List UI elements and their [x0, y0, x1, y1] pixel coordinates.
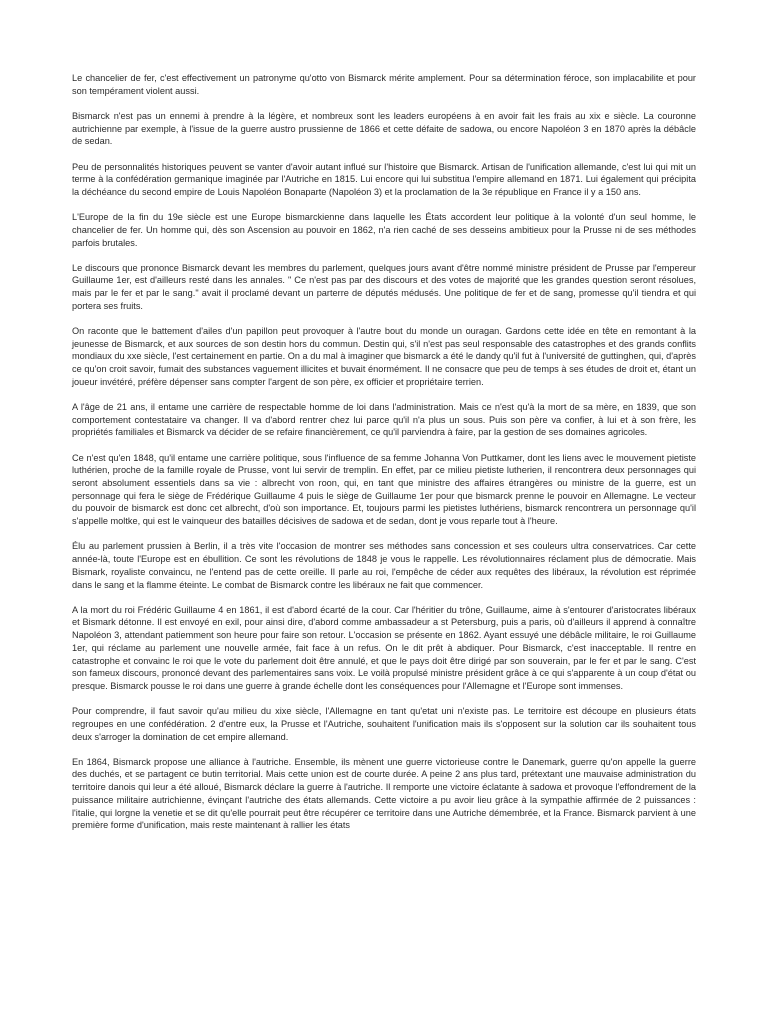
paragraph-10: A la mort du roi Frédéric Guillaume 4 en 1861, il est d'abord écarté de la cour. Car l'héritier du trône, Guillaume, aime à s'entourer d'aristocrates libéraux et Bismark détonne. Il est envoyé en exil, pour ainsi dire, d'abord comme ambassadeur a st Petersburg, puis a paris, où d'ailleurs il apprend à connaître Napoléon 3, attendant patiemment son heure pour faire son retour. L'occasion se présente en 1862. Ayant essuyé une débâcle militaire, le roi Guillaume 1er, qui réclame au parlement une nouvelle armée, fait face à un refus. On le dit prêt à abdiquer. Pour Bismarck, c'est inacceptable. Il rentre en catastrophe et convainc le roi que le vote du parlement doit être annulé, et que le pays doit être dirigé par son souverain, par le fer et par le sang. C'est son fameux discours, prononcé devant des parlementaires sans voix. Le voilà propulsé ministre président grâce à ce qui s'apparente à un coup d'état ou presque. Bismarck pousse le roi dans une guerre à grande échelle dont les conséquences pour l'Allemagne et l'Europe sont immenses.: [72, 604, 696, 691]
paragraph-7: A l'âge de 21 ans, il entame une carrière de respectable homme de loi dans l'administration. Mais ce n'est qu'à la mort de sa mère, en 1839, que son comportement contestataire va changer. Il va d'abord rentrer chez lui parce qu'il n'a plus un sous. Puis son père va confier, à lui et à son frère, les propriétés familiales et Bismarck va décider de se refaire financièrement, ce qu'il parviendra à faire, par la gestion de ses domaines agricoles.: [72, 402, 696, 438]
paragraph-1: Le chancelier de fer, c'est effectivement un patronyme qu'otto von Bismarck mérite amplement. Pour sa détermination féroce, son implacabilite et pour son tempérament violent aussi.: [72, 73, 696, 96]
paragraph-2: Bismarck n'est pas un ennemi à prendre à la légère, et nombreux sont les leaders européens à en avoir fait les frais au xix e siècle. La couronne autrichienne par exemple, à l'issue de la guerre austro prussienne de 1866 et cette défaite de sadowa, ou encore Napoléon 3 en 1870 après la débâcle de sedan.: [72, 110, 696, 147]
document-page: [72, 72, 696, 844]
paragraph-8: Ce n'est qu'en 1848, qu'il entame une carrière politique, sous l'influence de sa femme Johanna Von Puttkamer, dont les liens avec le mouvement pietiste luthérien, proche de la famille royale de Prusse, vont lui servir de tremplin. En effet, par ce milieu pietiste lutherien, il rencontrera deux personnages qui seront absolument essentiels dans sa vie : albrecht von roon, qui, en tant que ministre des affaires étrangères ou ministre de la guerre, est un personnage qui fera le siège de Frédérique Guillaume 4 puis le siège de Guillaume 1er pour que bismarck prenne le pouvoir en Allemagne. Le vecteur du pouvoir de bismarck est donc cet albrecht, d'où son importance. Et, toujours parmi les pietistes luthériens, bismarck rencontrera un personnage qu'il s'appelle moltke, qui est le vainqueur des batailles décisives de sadowa et de sedan, dont je vous reparle tout à l'heure.: [72, 452, 696, 527]
paragraph-12: En 1864, Bismarck propose une alliance à l'autriche. Ensemble, ils mènent une guerre victorieuse contre le Danemark, guerre qu'on appelle la guerre des duchés, et se partagent ce butin territorial. Mais cette union est de courte durée. A peine 2 ans plus tard, prétextant une mauvaise administration du territoire danois qui leur a été alloué, Bismarck déclare la guerre à l'autriche. Il remporte une victoire éclatante à sadowa et provoque l'effondrement de la puissance militaire autrichienne, évinçant l'autriche des états allemands. Cette victoire a pu avoir lieu grâce à la sympathie affirmée de 2 puissances : l'italie, qui lorgne la venetie et se dit qu'elle pourrait peut être récupérer ce territoire dans une Autriche démembrée, et la France. Bismarck parvient à une première forme d'unification, mais reste maintenant à rallier les états: [72, 756, 696, 831]
paragraph-5: Le discours que prononce Bismarck devant les membres du parlement, quelques jours avant d'être nommé ministre président de Prusse par l'empereur Guillaume 1er, est d'ailleurs resté dans les annales. " Ce n'est pas par des discours et des votes de majorité que les grandes question seront résolues, mais par le fer et par le sang." avait il proclamé devant un parterre de députés médusés. Une politique de fer et de sang, promesse qu'il tiendra et qui portera ses fruits.: [72, 262, 696, 311]
paragraph-9: Élu au parlement prussien à Berlin, il a très vite l'occasion de montrer ses méthodes sans concession et ses couleurs ultra conservatrices. Car cette année-là, toute l'Europe est en ébullition. Ce sont les révolutions de 1848 je vous le rappelle. Les révolutionnaires réclament plus de démocratie. Mais Bismark, royaliste convaincu, ne l'entend pas de cette oreille. Il parle au roi, l'empêche de céder aux requêtes des libéraux, la révolution est réprimée dans le sang et la flamme éteinte. Le combat de Bismarck contre les libéraux ne fait que commencer.: [72, 541, 696, 590]
paragraph-6: On raconte que le battement d'ailes d'un papillon peut provoquer à l'autre bout du monde un ouragan. Gardons cette idée en tête en remontant à la jeunesse de Bismarck, et aux sources de son destin hors du commun. Destin qui, s'il n'est pas seul responsable des catastrophes et des grands conflits mondiaux du xxe siècle, l'est certainement en partie. On a du mal à imaginer que bismarck a été le dandy qu'il fut à l'université de guttinghen, qui, d'après ce qu'on croit savoir, fumait des substances vaguement illicites et buvait énormément. Il ne consacre que peu de temps à ses études de droit et, étant un joueur invétéré, préfère dépenser sans compter l'argent de son père, ex officier et propriétaire terrien.: [72, 326, 696, 387]
paragraph-3: Peu de personnalités historiques peuvent se vanter d'avoir autant influé sur l'histoire que Bismarck. Artisan de l'unification allemande, c'est lui qui mit un terme à la confédération germanique imaginée par l'Autriche en 1815. Lui encore qui lui substitua l'empire allemand en 1871. Lui également qui précipita la déchéance du second empire de Louis Napoléon Bonaparte (Napoléon 3) et la proclamation de la 3e république en France il y a 150 ans.: [72, 161, 696, 197]
paragraph-4: L'Europe de la fin du 19e siècle est une Europe bismarckienne dans laquelle les États accordent leur politique à la volonté d'un seul homme, le chancelier de fer. Un homme qui, dès son Ascension au pouvoir en 1862, n'a rien caché de ses desseins ambitieux pour la Prusse ni de ses méthodes parfois brutales.: [72, 212, 696, 248]
paragraph-11: Pour comprendre, il faut savoir qu'au milieu du xixe siècle, l'Allemagne en tant qu'etat uni n'existe pas. Le territoire est découpe en plusieurs états regroupes en une confédération. 2 d'entre eux, la Prusse et l'Autriche, souhaitent l'unification mais ils s'opposent sur la solution car ils souhaitent tous deux s'arroger la domination de cet empire allemand.: [72, 706, 696, 742]
